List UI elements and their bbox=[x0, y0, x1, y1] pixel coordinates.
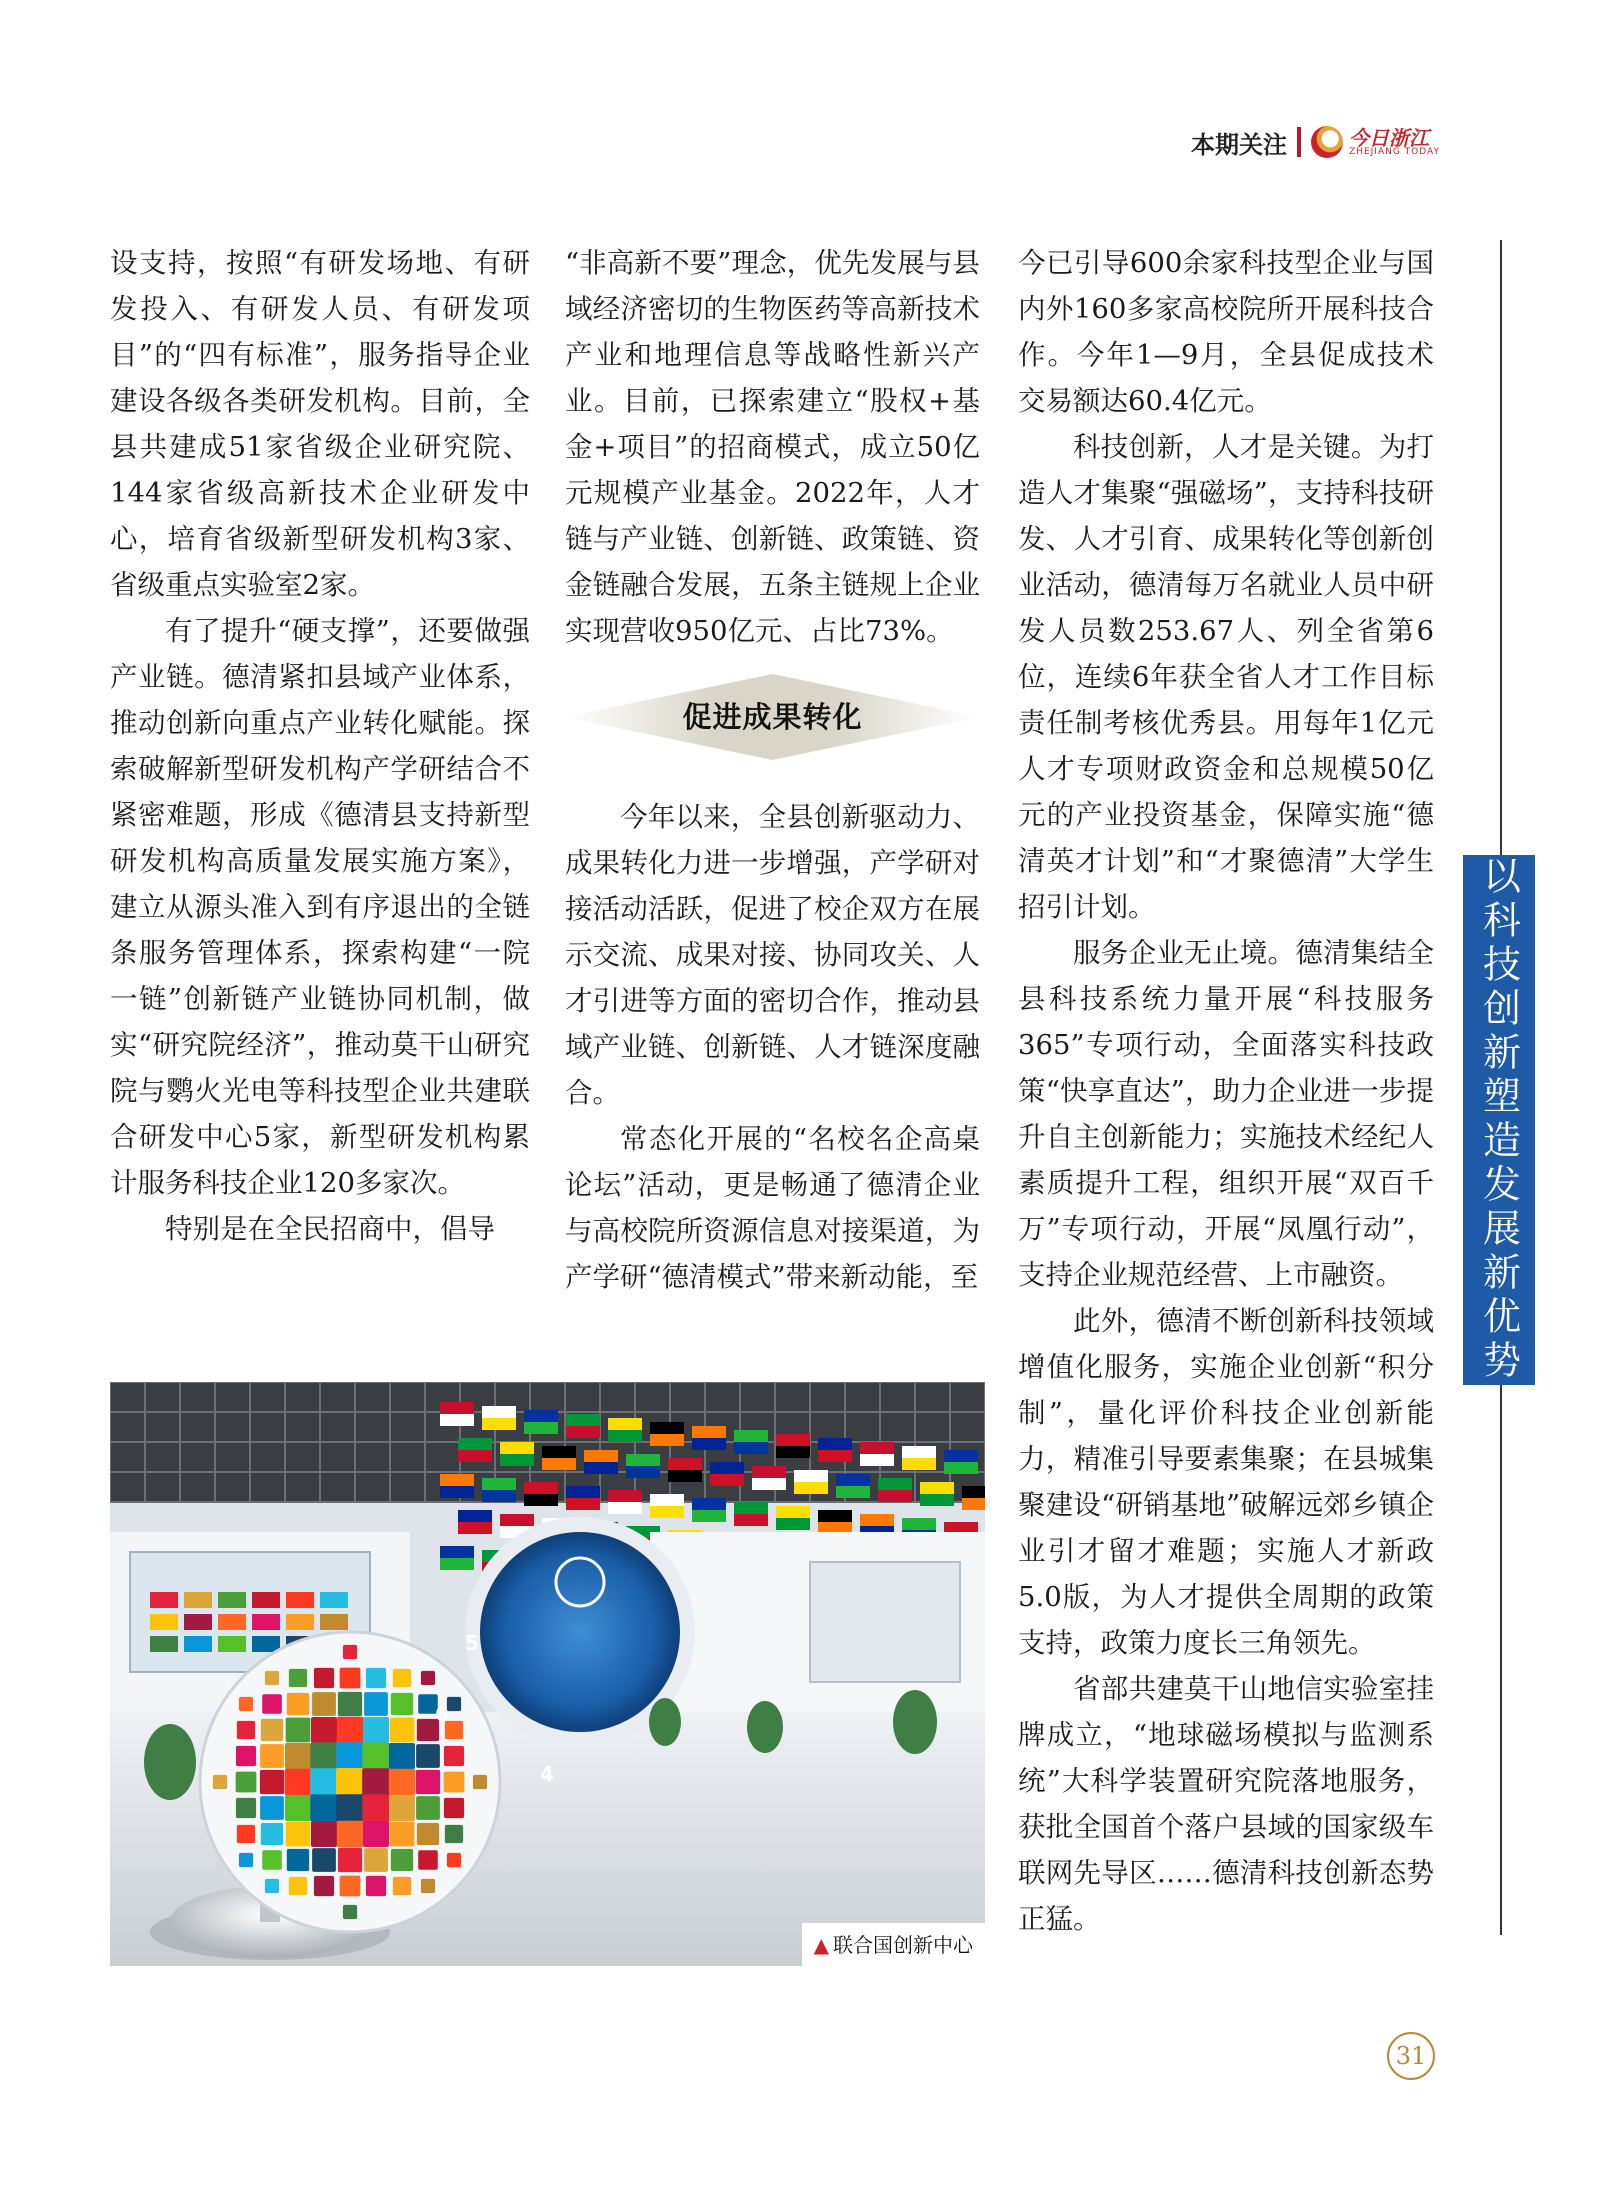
paragraph: “非高新不要”理念，优先发展与县域经济密切的生物医药等高新技术产业和地理信息等战略性新兴产业。目前，已探索建立“股权+基金+项目”的招商模式，成立50亿元规模产业基金。2022年，人才链与产业链、创新链、政策链、资金链融合发展，五条主链规上企业实现营收950亿元、占比73%。 bbox=[565, 247, 980, 647]
flag-stripe bbox=[440, 1486, 474, 1498]
flag bbox=[482, 1478, 516, 1490]
paragraph: 今年以来，全县创新驱动力、成果转化力进一步增强，产学研对接活动活跃，促进了校企双方在展示交流、成果对接、协同攻关、人才引进等方面的密切合作，推动县域产业链、创新链、人才链深度融合。 bbox=[565, 801, 980, 1109]
sdg-tile bbox=[261, 1719, 283, 1741]
sdg-tile bbox=[389, 1743, 415, 1769]
board-tile bbox=[320, 1614, 348, 1630]
board-tile bbox=[218, 1614, 246, 1630]
sdg-tile bbox=[314, 1876, 334, 1896]
flag bbox=[500, 1514, 534, 1526]
flag-stripe bbox=[440, 1558, 474, 1570]
sdg-tile bbox=[286, 1718, 311, 1743]
sdg-tile bbox=[337, 1821, 363, 1847]
sdg-tile bbox=[389, 1795, 415, 1821]
flag bbox=[458, 1510, 492, 1522]
flag-stripe bbox=[878, 1490, 912, 1502]
sdg-tile bbox=[389, 1769, 415, 1795]
sdg-tile bbox=[445, 1825, 463, 1843]
flag-stripe bbox=[860, 1454, 894, 1466]
flag bbox=[566, 1414, 600, 1426]
paragraph: 常态化开展的“名校名企高桌论坛”活动，更是畅通了德清企业与高校院所资源信息对接渠道，为产学研“德清模式”带来新动能，至 bbox=[565, 1123, 980, 1293]
flag-stripe bbox=[584, 1462, 618, 1474]
sdg-tile bbox=[366, 1668, 386, 1688]
sdg-tile bbox=[260, 1744, 284, 1768]
sdg-tile bbox=[416, 1744, 440, 1768]
sdg-tile bbox=[364, 1848, 388, 1872]
sdg-tile bbox=[363, 1717, 389, 1743]
sdg-number-5: 5 bbox=[465, 1631, 479, 1655]
sdg-tile bbox=[237, 1721, 255, 1739]
sdg-tile bbox=[287, 1693, 309, 1715]
side-topic-tab bbox=[1463, 855, 1535, 1385]
paragraph: 今已引导600余家科技型企业与国内外160多家高校院所开展科技合作。今年1—9月，全县促成技术交易额达60.4亿元。 bbox=[1018, 247, 1434, 417]
flag bbox=[584, 1450, 618, 1462]
flag-stripe bbox=[692, 1510, 726, 1522]
flag-stripe bbox=[668, 1470, 702, 1482]
sdg-tile bbox=[311, 1821, 337, 1847]
caption-text: 联合国创新中心 bbox=[833, 1933, 973, 1957]
flag bbox=[608, 1490, 642, 1502]
sdg-tile bbox=[237, 1825, 255, 1843]
sdg-tile bbox=[416, 1796, 440, 1820]
sdg-tile bbox=[447, 1697, 461, 1711]
flag-stripe bbox=[500, 1454, 534, 1466]
flag-stripe bbox=[524, 1422, 558, 1434]
sdg-tile bbox=[336, 1794, 364, 1822]
paragraph: 特别是在全民招商中，倡导 bbox=[165, 1213, 495, 1245]
info-panel bbox=[810, 1562, 960, 1682]
flag bbox=[524, 1482, 558, 1494]
board-tile bbox=[218, 1592, 246, 1608]
flag-stripe bbox=[608, 1502, 642, 1514]
sdg-tile bbox=[213, 1775, 227, 1789]
sdg-tile bbox=[473, 1775, 487, 1789]
section-subheading bbox=[565, 674, 980, 760]
flag bbox=[482, 1406, 516, 1418]
sdg-tile bbox=[314, 1668, 334, 1688]
sdg-tile bbox=[236, 1772, 257, 1793]
flag-stripe bbox=[542, 1458, 576, 1470]
sdg-tile bbox=[286, 1822, 311, 1847]
flag-stripe bbox=[752, 1478, 786, 1490]
logo-icon bbox=[1311, 126, 1343, 158]
flag-stripe bbox=[458, 1522, 492, 1534]
flag-stripe bbox=[836, 1486, 870, 1498]
sdg-tile bbox=[364, 1692, 388, 1716]
flag-stripe bbox=[440, 1414, 474, 1426]
flag bbox=[752, 1466, 786, 1478]
flag-stripe bbox=[566, 1498, 600, 1510]
flag bbox=[944, 1450, 978, 1462]
sdg-tile bbox=[343, 1905, 357, 1919]
flag bbox=[692, 1498, 726, 1510]
flag bbox=[650, 1494, 684, 1506]
board-tile bbox=[218, 1636, 246, 1652]
flag bbox=[836, 1474, 870, 1486]
sdg-tile bbox=[262, 1694, 282, 1714]
flag-stripe bbox=[734, 1514, 768, 1526]
flag-stripe bbox=[944, 1462, 978, 1474]
sdg-tile bbox=[265, 1879, 279, 1893]
sdg-tile bbox=[289, 1669, 307, 1687]
sdg-tile bbox=[362, 1794, 389, 1821]
flag bbox=[458, 1438, 492, 1450]
subheading-text: 促进成果转化 bbox=[682, 700, 863, 734]
flag bbox=[818, 1510, 852, 1522]
sdg-tile bbox=[265, 1671, 279, 1685]
photo-caption bbox=[802, 1923, 985, 1966]
board-tile bbox=[252, 1614, 280, 1630]
sdg-tile bbox=[287, 1849, 309, 1871]
sdg-tile bbox=[310, 1794, 337, 1821]
sdg-tile bbox=[421, 1671, 435, 1685]
un-emblem-disk bbox=[480, 1532, 680, 1732]
flag bbox=[902, 1446, 936, 1458]
paragraph: 设支持，按照“有研发场地、有研发投入、有研发人员、有研发项目”的“四有标准”，服务指导企业建设各级各类研发机构。目前，全县共建成51家省级企业研究院、144家省级高新技术企业研发中心，培育省级新型研发机构3家、省级重点实验室2家。 bbox=[110, 247, 530, 601]
article-photo bbox=[110, 1382, 985, 1966]
sdg-tile bbox=[393, 1669, 411, 1687]
article-column-1 bbox=[110, 240, 530, 1252]
exhibition-hall-illustration bbox=[110, 1382, 985, 1966]
flag-stripe bbox=[902, 1458, 936, 1470]
sdg-tile bbox=[289, 1877, 307, 1895]
sdg-tile bbox=[311, 1717, 337, 1743]
sdg-tile bbox=[363, 1821, 389, 1847]
flag bbox=[566, 1486, 600, 1498]
flag-stripe bbox=[818, 1450, 852, 1462]
article-column-3 bbox=[1018, 240, 1434, 1942]
logo-english: ZHEJIANG TODAY bbox=[1349, 146, 1440, 157]
flag bbox=[542, 1446, 576, 1458]
flag bbox=[734, 1430, 768, 1442]
board-tile bbox=[184, 1592, 212, 1608]
flag-stripe bbox=[458, 1450, 492, 1462]
sdg-tile bbox=[391, 1693, 413, 1715]
sdg-tile bbox=[343, 1645, 357, 1659]
flag-stripe bbox=[692, 1438, 726, 1450]
sdg-tile bbox=[336, 1768, 364, 1796]
board-tile bbox=[286, 1592, 314, 1608]
flag bbox=[734, 1502, 768, 1514]
sdg-number-6: 6 bbox=[435, 1702, 449, 1726]
sdg-tile bbox=[239, 1697, 253, 1711]
page-header bbox=[1191, 122, 1440, 162]
flag bbox=[500, 1442, 534, 1454]
sdg-number-4: 4 bbox=[540, 1762, 554, 1786]
sdg-tile bbox=[239, 1853, 253, 1867]
flag bbox=[710, 1462, 744, 1474]
board-tile bbox=[150, 1614, 178, 1630]
flag bbox=[962, 1486, 985, 1498]
sdg-tile bbox=[393, 1877, 411, 1895]
flag bbox=[776, 1506, 810, 1518]
flag-stripe bbox=[776, 1446, 810, 1458]
flag bbox=[860, 1442, 894, 1454]
sdg-tile bbox=[444, 1746, 464, 1766]
sdg-tile bbox=[391, 1849, 413, 1871]
side-topic-text: 以科技创新塑造发展新优势 bbox=[1476, 856, 1521, 1384]
sdg-tile bbox=[312, 1692, 336, 1716]
flag-stripe bbox=[482, 1490, 516, 1502]
caption-triangle-icon: ▲ bbox=[813, 1933, 829, 1957]
flag-stripe bbox=[650, 1506, 684, 1518]
flag bbox=[692, 1426, 726, 1438]
flag-stripe bbox=[608, 1430, 642, 1442]
flag-stripe bbox=[734, 1442, 768, 1454]
article-column-2 bbox=[565, 240, 980, 1300]
sdg-tile bbox=[340, 1668, 361, 1689]
sdg-tile bbox=[416, 1770, 440, 1794]
flag bbox=[524, 1410, 558, 1422]
sdg-tile bbox=[362, 1742, 389, 1769]
sdg-tile bbox=[260, 1796, 284, 1820]
sdg-tile bbox=[236, 1798, 256, 1818]
flag bbox=[668, 1458, 702, 1470]
flag bbox=[650, 1422, 684, 1434]
flag bbox=[794, 1470, 828, 1482]
flag-stripe bbox=[794, 1482, 828, 1494]
sdg-tile bbox=[418, 1850, 438, 1870]
sdg-tile bbox=[310, 1768, 338, 1796]
sdg-tile bbox=[312, 1848, 336, 1872]
flag bbox=[440, 1402, 474, 1414]
flag-stripe bbox=[920, 1494, 954, 1506]
header-divider bbox=[1297, 127, 1301, 157]
flag-stripe bbox=[776, 1518, 810, 1530]
board-tile bbox=[184, 1636, 212, 1652]
page-number: 31 bbox=[1387, 2032, 1435, 2080]
magazine-logo bbox=[1311, 126, 1440, 158]
sdg-tile bbox=[262, 1850, 282, 1870]
paragraph: 科技创新，人才是关键。为打造人才集聚“强磁场”，支持科技研发、人才引育、成果转化等创新创业活动，德清每万名就业人员中研发人员数253.67人、列全省第6位，连续6年获全省人才工作目标责任制考核优秀县。用每年1亿元人才专项财政资金和总规模50亿元的产业投资基金，保障实施“德清英才计划”和“才聚德清”大学生招引计划。 bbox=[1018, 431, 1434, 923]
flag bbox=[920, 1482, 954, 1494]
flag bbox=[608, 1418, 642, 1430]
logo-name: 今日浙江 bbox=[1349, 125, 1430, 150]
paragraph: 服务企业无止境。德清集结全县科技系统力量开展“科技服务365”专项行动，全面落实科技政策“快享直达”，助力企业进一步提升自主创新能力；实施技术经纪人素质提升工程，组织开展“双百千万”专项行动，开展“凤凰行动”，支持企业规范经营、上市融资。 bbox=[1018, 937, 1434, 1291]
sdg-tile bbox=[447, 1853, 461, 1867]
sdg-tile bbox=[338, 1848, 362, 1872]
flag bbox=[626, 1454, 660, 1466]
flag bbox=[860, 1514, 894, 1526]
sdg-tile bbox=[366, 1876, 386, 1896]
sdg-tile bbox=[336, 1742, 364, 1770]
sdg-tile bbox=[390, 1822, 415, 1847]
paragraph: 有了提升“硬支撑”，还要做强产业链。德清紧扣县域产业体系，推动创新向重点产业转化赋能。探索破解新型研发机构产学研结合不紧密难题，形成《德清县支持新型研发机构高质量发展实施方案》，建立从源头准入到有序退出的全链条服务管理体系，探索构建“一院一链”创新链产业链协同机制，做实“研究院经济”，推动莫干山研究院与鹦火光电等科技型企业共建联合研发中心5家，新型研发机构累计服务科技企业120多家次。 bbox=[110, 615, 530, 1199]
flag bbox=[902, 1518, 936, 1530]
sdg-tile bbox=[444, 1772, 465, 1793]
board-tile bbox=[252, 1592, 280, 1608]
sdg-tile bbox=[337, 1717, 363, 1743]
board-tile bbox=[150, 1636, 178, 1652]
board-tile bbox=[320, 1592, 348, 1608]
sdg-tile bbox=[261, 1823, 283, 1845]
section-title: 本期关注 bbox=[1191, 130, 1288, 159]
sdg-tile bbox=[285, 1743, 311, 1769]
paragraph: 省部共建莫干山地信实验室挂牌成立，“地球磁场模拟与监测系统”大科学装置研究院落地服务，获批全国首个落户县域的国家级车联网先导区……德清科技创新态势正猛。 bbox=[1018, 1673, 1434, 1935]
sdg-tile bbox=[340, 1876, 361, 1897]
flag-stripe bbox=[962, 1498, 985, 1510]
flag-stripe bbox=[566, 1426, 600, 1438]
sdg-tile bbox=[390, 1718, 415, 1743]
sdg-tile bbox=[310, 1742, 337, 1769]
flag bbox=[440, 1474, 474, 1486]
board-tile bbox=[150, 1592, 178, 1608]
board-tile bbox=[184, 1614, 212, 1630]
flag bbox=[440, 1546, 474, 1558]
board-tile bbox=[252, 1636, 280, 1652]
sdg-tile bbox=[421, 1879, 435, 1893]
sdg-tile bbox=[362, 1768, 390, 1796]
flag bbox=[878, 1478, 912, 1490]
flag-stripe bbox=[524, 1494, 558, 1506]
paragraph: 此外，德清不断创新科技领域增值化服务，实施企业创新“积分制”，量化评价科技企业创新能力，精准引导要素集聚；在县城集聚建设“研销基地”破解远郊乡镇企业引才留才难题；实施人才新政5.0版，为人才提供全周期的政策支持，政策力度长三角领先。 bbox=[1018, 1305, 1434, 1659]
sdg-tile bbox=[444, 1798, 464, 1818]
flag-stripe bbox=[626, 1466, 660, 1478]
sdg-tile bbox=[236, 1746, 256, 1766]
sdg-tile bbox=[338, 1692, 362, 1716]
sdg-tile bbox=[417, 1823, 439, 1845]
flag-stripe bbox=[482, 1418, 516, 1430]
board-tile bbox=[286, 1614, 314, 1630]
sdg-tile bbox=[260, 1770, 284, 1794]
flag bbox=[818, 1438, 852, 1450]
sdg-tile bbox=[285, 1769, 311, 1795]
flag-stripe bbox=[710, 1474, 744, 1486]
flag bbox=[776, 1434, 810, 1446]
flag-stripe bbox=[650, 1434, 684, 1446]
sdg-tile bbox=[285, 1795, 311, 1821]
